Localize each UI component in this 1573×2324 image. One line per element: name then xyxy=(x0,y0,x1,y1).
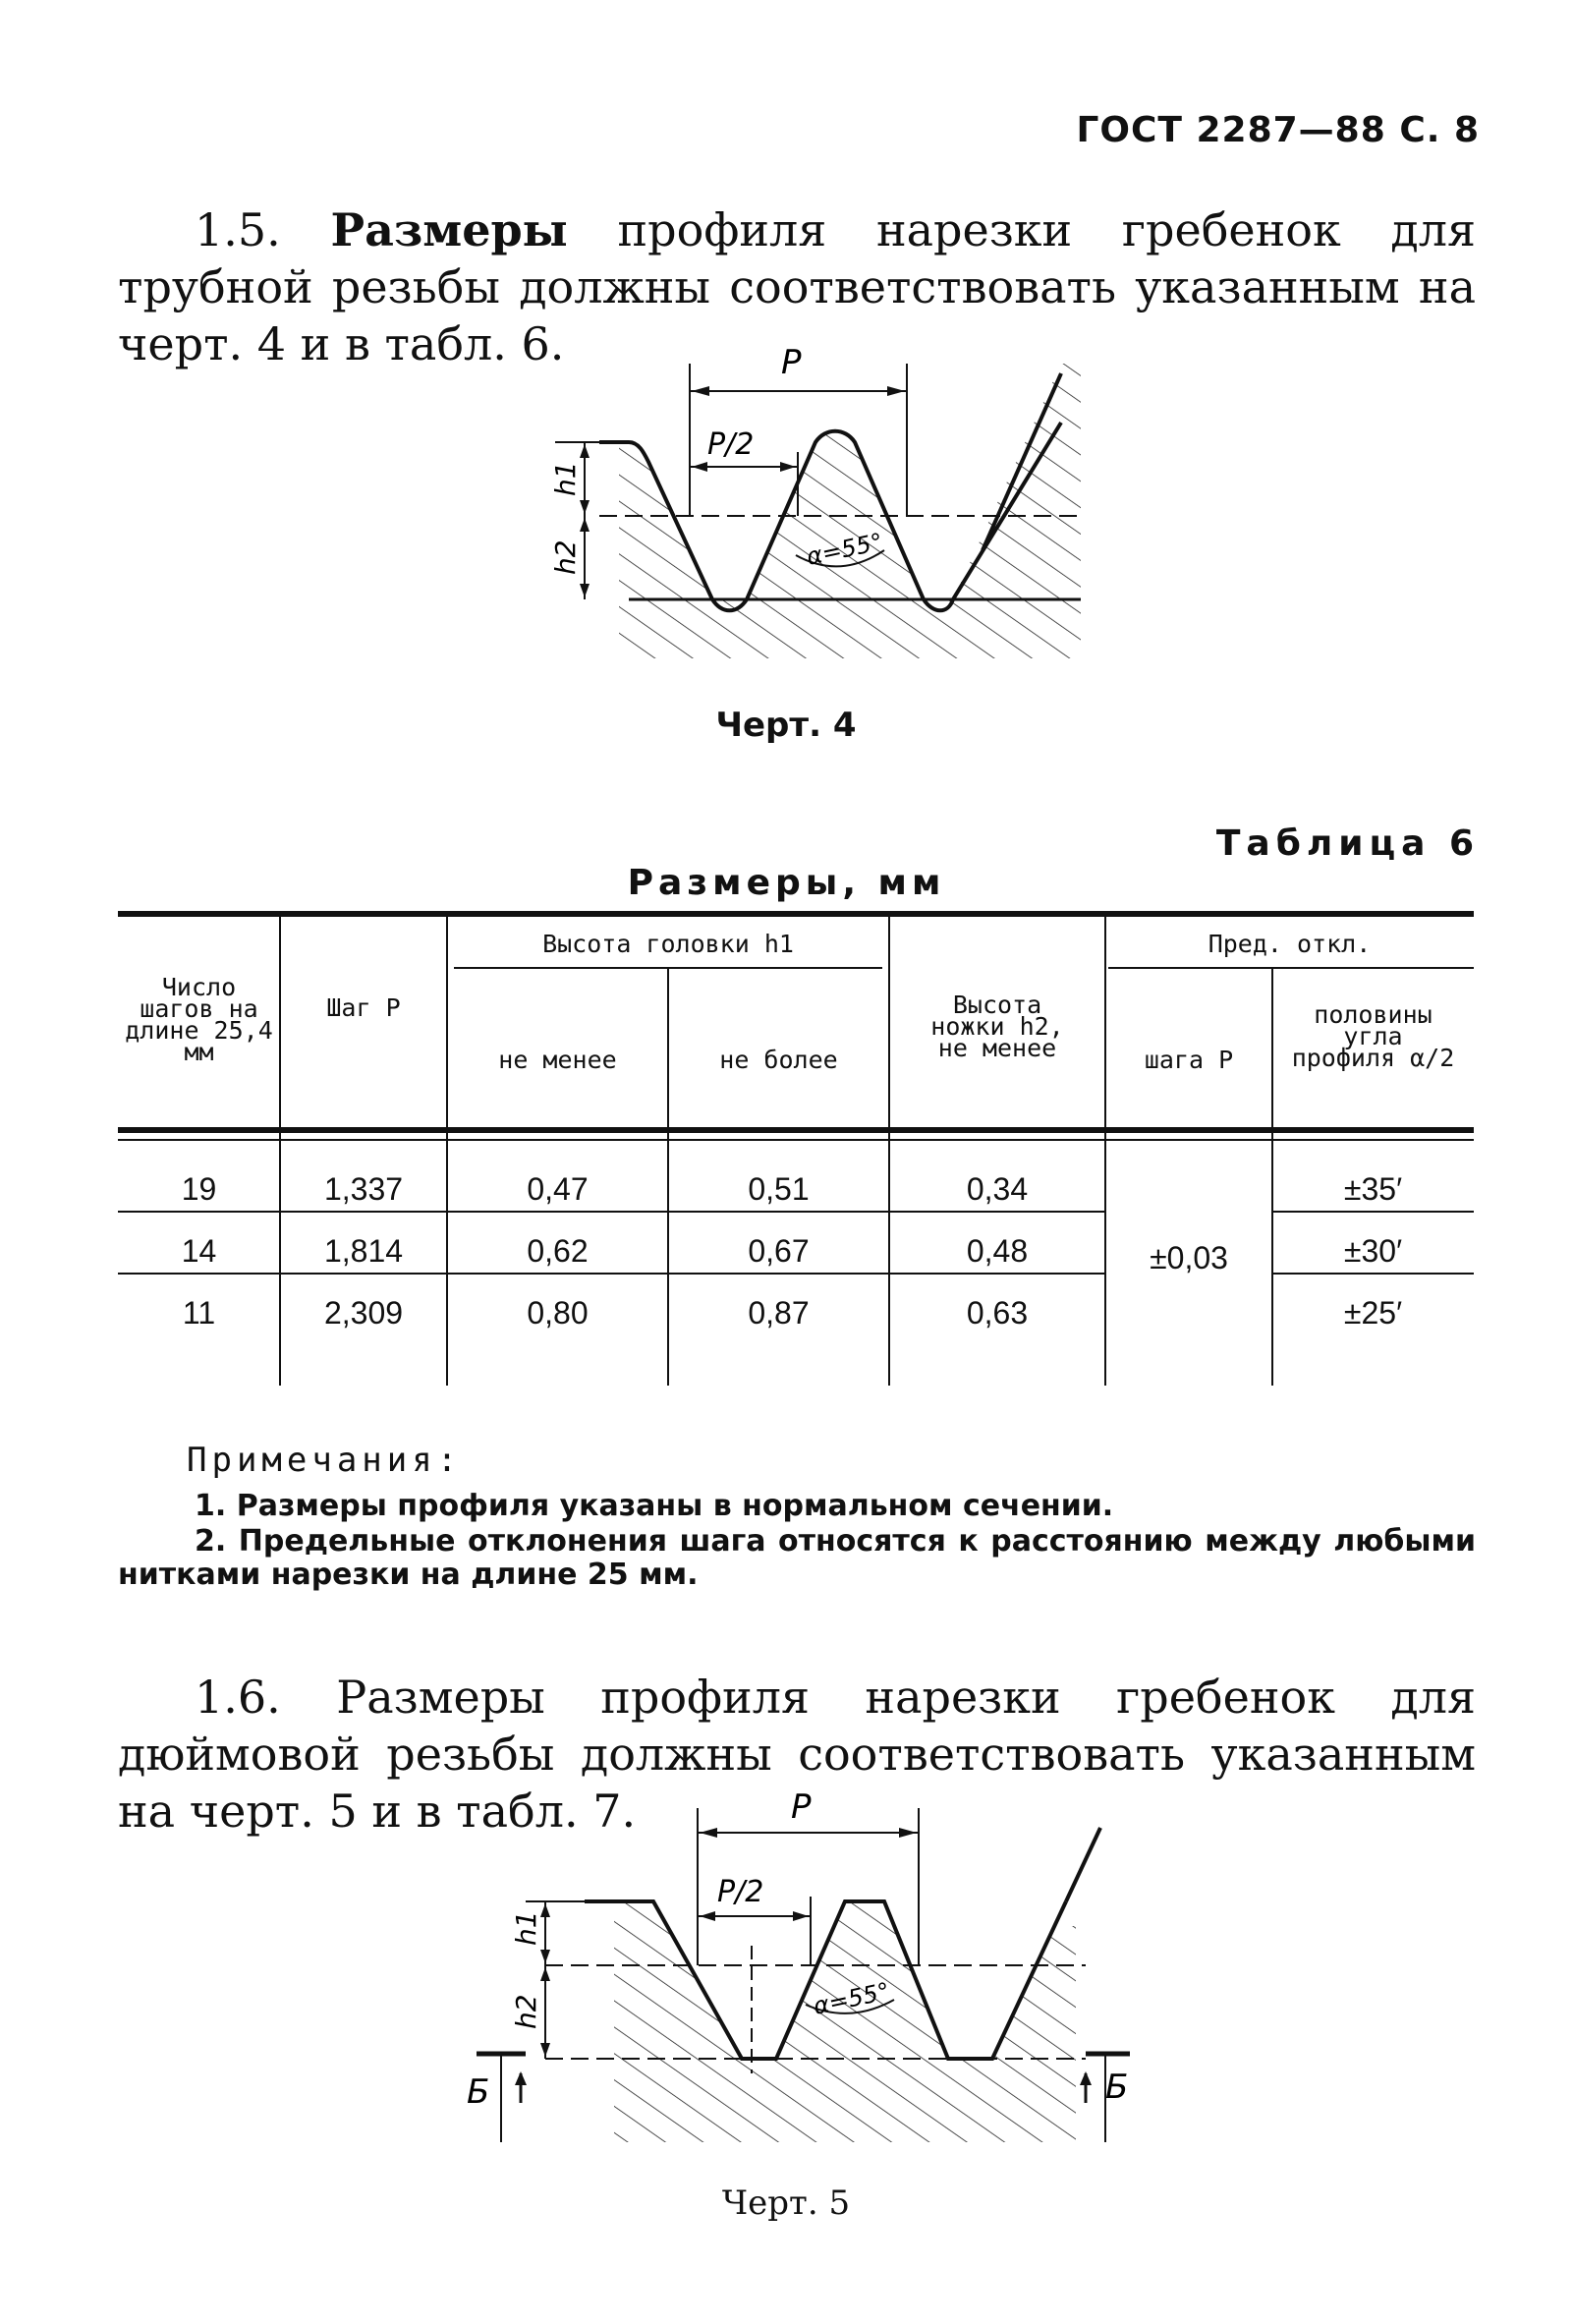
row1-min: 0,47 xyxy=(527,1171,589,1207)
header-min: не менее xyxy=(498,1046,617,1074)
section-number: 1.5. xyxy=(195,203,281,256)
figure-4-drawing xyxy=(531,334,1100,668)
fig5-label-h1: h1 xyxy=(510,1910,542,1946)
fig4-label-h2: h2 xyxy=(549,539,582,575)
note-2: 2. Предельные отклонения шага относятся к расстоянию между любыми нитками нарезки на длине 25 мм. xyxy=(118,1524,1476,1592)
figure-4-caption: Черт. 4 xyxy=(715,706,857,745)
table-6-units: Размеры, мм xyxy=(627,863,946,903)
note-1: 1. Размеры профиля указаны в нормальном сечении. xyxy=(195,1489,1114,1523)
row3-pitch: 2,309 xyxy=(323,1295,404,1331)
row1-root: 0,34 xyxy=(966,1171,1029,1207)
row1-max: 0,51 xyxy=(748,1171,810,1207)
fig4-label-h1: h1 xyxy=(549,461,582,496)
header-tolerances: Пред. откл. xyxy=(1208,930,1372,958)
fig5-label-p-half: P/2 xyxy=(717,1875,764,1909)
fig5-label-section-right: Б xyxy=(1105,2068,1129,2107)
row2-max: 0,67 xyxy=(748,1233,810,1269)
row3-steps: 11 xyxy=(182,1295,216,1331)
row2-steps: 14 xyxy=(181,1233,217,1269)
row2-min: 0,62 xyxy=(527,1233,589,1269)
header-half-angle: половины угла профиля α/2 xyxy=(1291,1000,1455,1072)
page-header: ГОСТ 2287—88 С. 8 xyxy=(1076,110,1480,150)
row3-min: 0,80 xyxy=(527,1295,589,1331)
fig5-label-angle: α=55° xyxy=(811,1977,893,2020)
figure-5-caption: Черт. 5 xyxy=(721,2183,851,2223)
row3-half-angle: ±25′ xyxy=(1343,1295,1403,1331)
header-steps: Число шагов на длине 25,4 мм xyxy=(125,973,273,1066)
figure-5-drawing xyxy=(447,1779,1154,2152)
header-root-height: Высота ножки h2, не менее xyxy=(930,991,1064,1062)
row2-pitch: 1,814 xyxy=(323,1233,404,1269)
row2-root: 0,48 xyxy=(966,1233,1029,1269)
fig5-label-p: P xyxy=(791,1787,812,1827)
header-pitch: Шаг P xyxy=(326,993,401,1022)
section-text: профиля нарезки гребенок для трубной резьбы должны соответствовать указанным на черт. 4 и в табл. 6. xyxy=(118,203,1477,370)
row1-steps: 19 xyxy=(181,1171,217,1207)
pitch-tolerance: ±0,03 xyxy=(1150,1240,1228,1275)
fig4-label-p: P xyxy=(781,343,802,382)
table-6-name: Таблица 6 xyxy=(1215,823,1480,864)
notes-title: Примечания: xyxy=(187,1441,463,1480)
row1-pitch: 1,337 xyxy=(323,1171,404,1207)
header-pitch-tol: шага P xyxy=(1144,1046,1234,1074)
section-lead: Размеры xyxy=(330,203,568,256)
fig4-label-p-half: P/2 xyxy=(707,427,755,462)
row2-half-angle: ±30′ xyxy=(1343,1233,1403,1269)
fig5-label-section-left: Б xyxy=(467,2072,490,2112)
row3-root: 0,63 xyxy=(966,1295,1029,1331)
row1-half-angle: ±35′ xyxy=(1343,1171,1403,1207)
fig5-label-h2: h2 xyxy=(510,1994,542,2029)
section-1-6: 1.6. Размеры профиля нарезки гребенок для дюймовой резьбы должны соответствовать указанным на черт. 5 и в табл. 7. xyxy=(118,1671,1476,1838)
header-max: не более xyxy=(719,1046,838,1074)
row3-max: 0,87 xyxy=(748,1295,810,1331)
fig4-label-angle: α=55° xyxy=(804,528,886,571)
header-crest-height: Высота головки h1 xyxy=(542,930,794,958)
